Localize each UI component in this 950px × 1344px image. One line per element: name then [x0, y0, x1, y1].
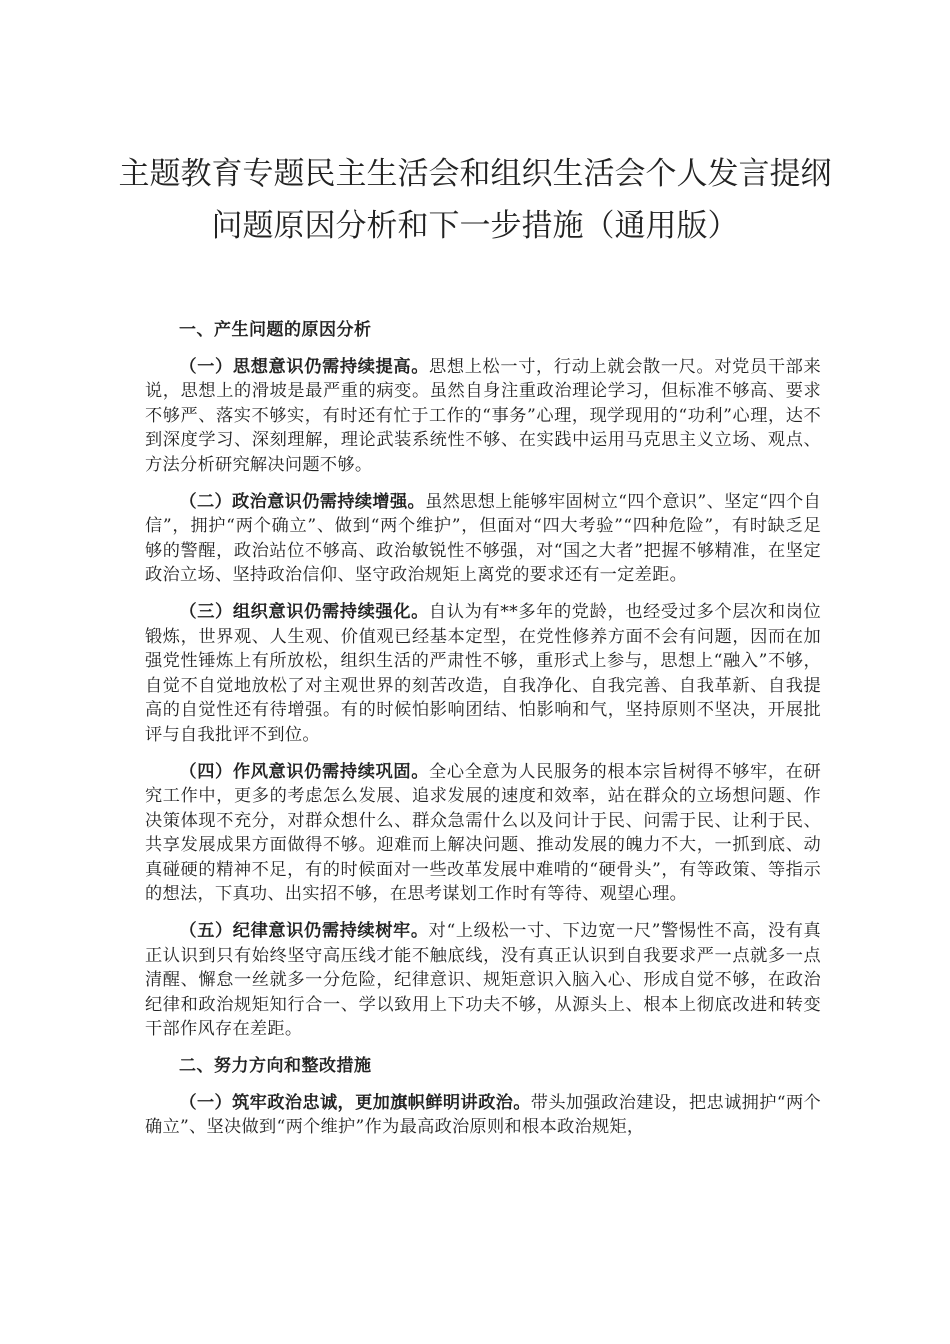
paragraph-lead: （四）作风意识仍需持续巩固。	[179, 761, 430, 782]
paragraph-lead: （三）组织意识仍需持续强化。	[179, 601, 429, 622]
paragraph-text: 自认为有**多年的党龄，也经受过多个层次和岗位锻炼，世界观、人生观、价值观已经基本定型，在党性修养方面不会有问题，因而在加强党性锤炼上有所放松，组织生活的严肃性不够，重形式上参与，思想上“融入”不够，自觉不自觉地放松了对主观世界的刻苦改造，自我净化、自我完善、自我革新、自我提高的自觉性还有待增强。有的时候怕影响团结、怕影响和气，坚持原则不坚决，开展批评与自我批评不到位。	[145, 601, 821, 745]
section-1-heading: 一、产生问题的原因分析	[179, 320, 372, 340]
paragraph-1-1	[145, 355, 821, 478]
title-line-2: 问题原因分析和下一步措施（通用版）	[211, 208, 739, 244]
paragraph-text: 带头加强政治建设，把忠诚拥护“两个确立”、坚决做到“两个维护”作为最高政治原则和根本政治规矩，	[145, 1092, 821, 1138]
paragraph-lead: （二）政治意识仍需持续增强。	[179, 491, 426, 512]
paragraph-text: 虽然思想上能够牢固树立“四个意识”、坚定“四个自信”，拥护“两个确立”、做到“两个维护”，但面对“四大考验”“四种危险”，有时缺乏足够的警醒，政治站位不够高、政治敏锐性不够强，对“国之大者”把握不够精准，在坚定政治立场、坚持政治信仰、坚守政治规矩上离党的要求还有一定差距。	[145, 491, 822, 586]
paragraph-lead: （五）纪律意识仍需持续树牢。	[179, 921, 429, 942]
paragraph-1-3	[145, 600, 821, 748]
title-line-1: 主题教育专题民主生活会和组织生活会个人发言提纲	[118, 156, 832, 192]
paragraph-text: 思想上松一寸，行动上就会散一尺。对党员干部来说，思想上的滑坡是最严重的病变。虽然自身注重政治理论学习，但标准不够高、要求不够严、落实不够实，有时还有忙于工作的“事务”心理，现学现用的“功利”心理，达不到深度学习、深刻理解，理论武装系统性不够、在实践中运用马克思主义立场、观点、方法分析研究解决问题不够。	[145, 356, 822, 475]
paragraph-1-2	[145, 490, 821, 588]
paragraph-text: 全心全意为人民服务的根本宗旨树得不够牢，在研究工作中，更多的考虑怎么发展、追求发展的速度和效率，站在群众的立场想问题、作决策体现不充分，对群众想什么、群众急需什么以及问计于民、问需于民、让利于民、共享发展成果方面做得不够。迎难而上解决问题、推动发展的魄力不大，一抓到底、动真碰硬的精神不足，有的时候面对一些改革发展中难啃的“硬骨头”，有等政策、等指示的想法，下真功、出实招不够，在思考谋划工作时有等待、观望心理。	[145, 761, 822, 905]
document-body	[145, 318, 821, 1152]
section-2-heading: 二、努力方向和整改措施	[179, 1056, 372, 1077]
paragraph-lead: （一）思想意识仍需持续提高。	[179, 356, 430, 377]
paragraph-lead: （一）筑牢政治忠诚，更加旗帜鲜明讲政治。	[179, 1092, 531, 1113]
paragraph-2-1	[145, 1091, 821, 1140]
paragraph-text: 对“上级松一寸、下边宽一尺”警惕性不高，没有真正认识到只有始终坚守高压线才能不触底线，没有真正认识到自我要求严一点就多一点清醒、懈怠一丝就多一分危险，纪律意识、规矩意识入脑入心、形成自觉不够，在政治纪律和政治规矩知行合一、学以致用上下功夫不够，从源头上、根本上彻底改进和转变干部作风存在差距。	[145, 921, 821, 1040]
document-title	[100, 148, 850, 252]
paragraph-1-5	[145, 919, 821, 1042]
paragraph-1-4	[145, 760, 821, 908]
